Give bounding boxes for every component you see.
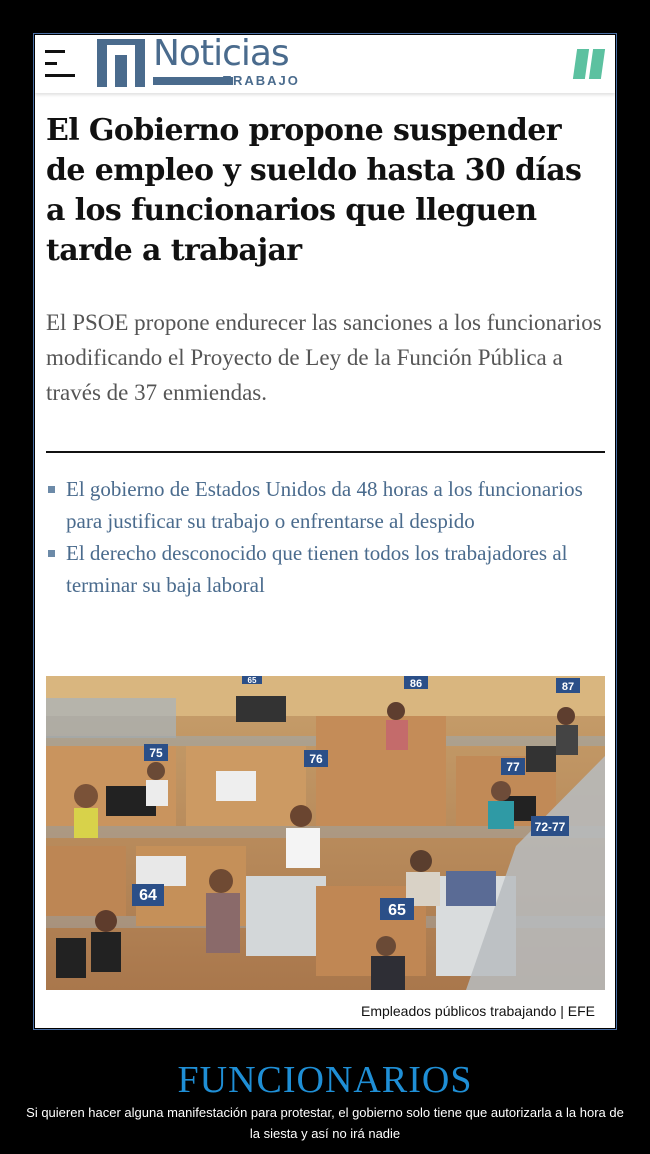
- related-link[interactable]: [46, 537, 606, 601]
- article-subtitle: El PSOE propone endurecer las sanciones a los funcionarios modificando el Proyecto de Ley de la Función Pública a través de 37 enmiendas.: [46, 310, 602, 405]
- article-screenshot: [35, 35, 615, 1028]
- desk-sign: 72-77: [534, 820, 566, 834]
- brand-subtitle: TRABAJO: [223, 73, 300, 88]
- quote-mark-icon: [573, 49, 605, 79]
- desk-sign: 75: [149, 746, 163, 760]
- poster-caption: [0, 1058, 650, 1144]
- desk-sign: 64: [139, 887, 157, 904]
- brand-logo-icon[interactable]: [97, 39, 145, 87]
- related-links: [46, 473, 606, 601]
- related-link-text[interactable]: El derecho desconocido que tienen todos los trabajadores al terminar su baja laboral: [66, 541, 568, 597]
- desk-sign: 65: [247, 676, 257, 685]
- related-link-text[interactable]: El gobierno de Estados Unidos da 48 horas a los funcionarios para justificar su trabajo o enfrentarse al despido: [66, 477, 583, 533]
- article-headline: El Gobierno propone suspender de empleo y sueldo hasta 30 días a los funcionarios que lleguen tarde a trabajar: [46, 113, 582, 268]
- hamburger-menu-icon[interactable]: [45, 47, 77, 79]
- poster-title: FUNCIONARIOS: [177, 1059, 473, 1101]
- desk-sign: 86: [409, 678, 423, 690]
- brand-name[interactable]: Noticias: [153, 35, 289, 74]
- photo-caption: Empleados públicos trabajando | EFE: [361, 1003, 595, 1019]
- desk-sign: 87: [561, 681, 575, 693]
- poster-text: Si quieren hacer alguna manifestación para protestar, el gobierno solo tiene que autorizarla a la hora de la siesta y así no irá nadie: [26, 1105, 624, 1141]
- site-header: [35, 35, 615, 93]
- desk-sign: 65: [388, 902, 406, 919]
- bullet-icon: [48, 486, 55, 493]
- divider: [46, 451, 605, 453]
- related-link[interactable]: [46, 473, 606, 537]
- article-photo: [46, 676, 605, 990]
- desk-sign: 76: [309, 752, 323, 766]
- bullet-icon: [48, 550, 55, 557]
- brand-underline: [153, 77, 233, 85]
- desk-sign: 77: [506, 760, 520, 774]
